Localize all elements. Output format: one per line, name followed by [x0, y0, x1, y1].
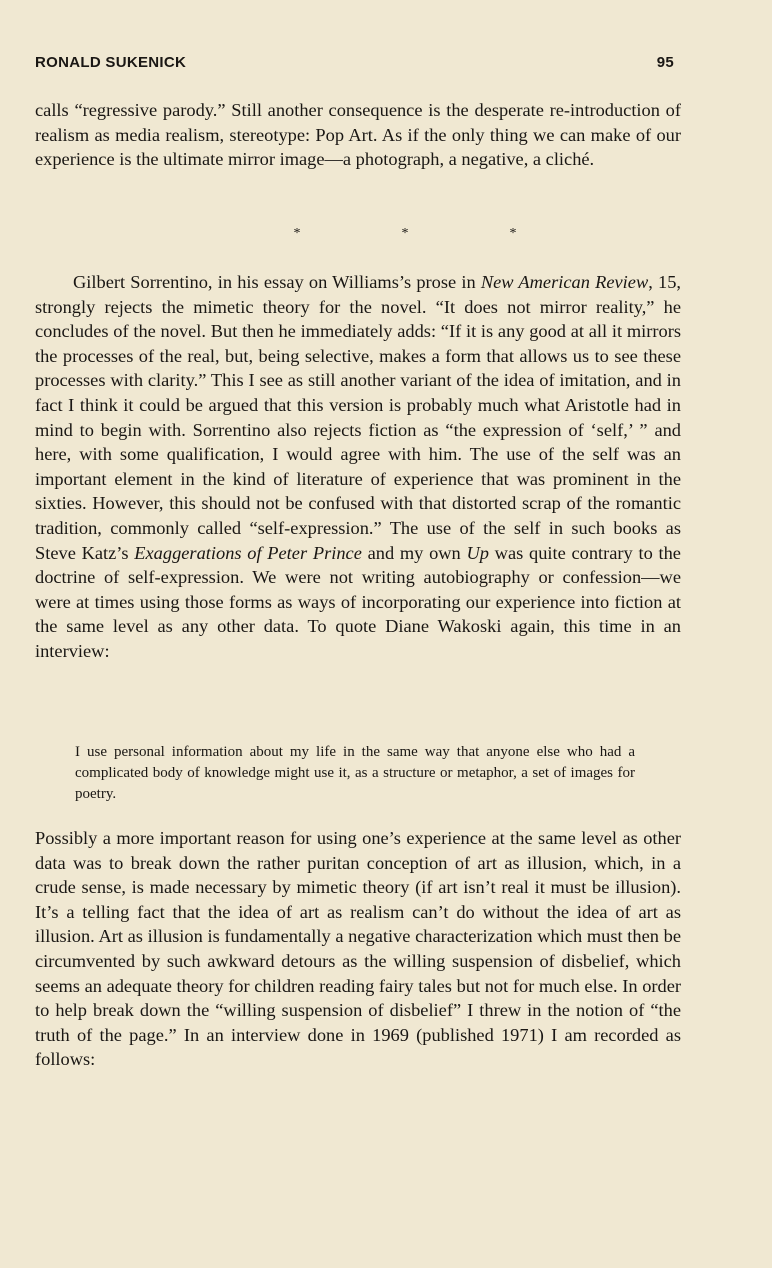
- book-title-exaggerations: Exaggerations of Peter Prince: [134, 542, 362, 563]
- section-break-star-1: *: [293, 226, 301, 241]
- paragraph-2-part-2: , 15, strongly rejects the mimetic theory for the novel. “It does not mirror reality,” he concludes of the novel. But then he immediately adds: “If it is any good at all it mirrors the processes of the real, but, being selective, makes a form that allows us to see these processes with clarity.” This I see as still another variant of the idea of imitation, and in fact I think it could be argued that this version is probably much what Aristotle had in mind to begin with. Sorrentino also rejects fiction as “the expression of ‘self,’ ” and here, with some qualification, I would agree with him. The use of the self was an important element in the kind of literature of experience that was prominent in the sixties. However, this should not be confused with that distorted scrap of the romantic tradition, commonly called “self-expression.” The use of the self in such books as Steve Katz’s: [35, 272, 682, 563]
- book-title-up: Up: [466, 542, 489, 563]
- section-break-star-3: *: [509, 226, 517, 241]
- paragraph-2-text: [35, 270, 681, 664]
- paragraph-3-text: Possibly a more important reason for using one’s experience at the same level as other data was to break down the rather puritan conception of art as illusion, which, in a crude sense, is made necessary by mimetic theory (if art isn’t real it must be illusion). It’s a telling fact that the idea of art as realism can’t do without the idea of art as illusion. Art as illusion is fundamentally a negative characterization which must then be circumvented by such awkward detours as the willing suspension of disbelief, which seems an adequate theory for children reading fairy tales but not for much else. In order to help break down the “willing suspension of disbelief” I threw in the notion of “the truth of the page.” In an interview done in 1969 (published 1971) I am recorded as follows:: [35, 828, 681, 1070]
- paragraph-continued: [35, 98, 681, 172]
- paragraph-sorrentino: [35, 270, 681, 664]
- paragraph-2-part-1: Gilbert Sorrentino, in his essay on Williams’s prose in: [73, 272, 481, 292]
- running-head-author: RONALD SUKENICK: [35, 54, 187, 71]
- section-break: [0, 226, 772, 242]
- section-break-star-2: *: [401, 226, 409, 241]
- paragraph-2-part-4: was quite contrary to the doctrine of self-expression. We were not writing autobiography or confession—we were at times using those forms as ways of incorporating our experience into fiction at the same level as any other data. To quote Diane Wakoski again, this time in an interview:: [35, 542, 681, 661]
- paragraph-illusion: [35, 826, 681, 1072]
- running-header: [35, 54, 674, 71]
- paragraph-1-text: calls “regressive parody.” Still another consequence is the desperate re-introduction of realism as media realism, stereotype: Pop Art. As if the only thing we can make of our experience is the ultimate mirror image—a photograph, a negative, a cliché.: [35, 100, 681, 170]
- paragraph-2-part-3: and my own: [361, 542, 467, 563]
- block-quote-text: I use personal information about my life in the same way that anyone else who had a complicated body of knowledge might use it, as a structure or metaphor, a set of images for poetry.: [75, 744, 635, 802]
- page-number: 95: [656, 54, 674, 71]
- journal-title: New American Review: [480, 272, 649, 292]
- block-quote: [75, 742, 635, 805]
